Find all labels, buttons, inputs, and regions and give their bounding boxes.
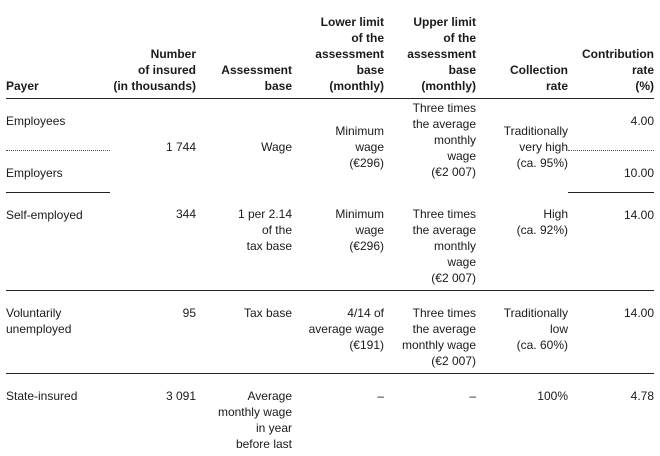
table-row-employees (6, 99, 654, 151)
payer-employers: Employers (6, 150, 110, 192)
base-self-employed: 1 per 2.14 of the tax base (196, 192, 292, 291)
header-contribution-rate: Contribution rate (%) (568, 14, 654, 99)
contribution-rate-employees: 4.00 (568, 99, 654, 151)
header-assessment-base: Assessment base (196, 14, 292, 99)
lower-limit-self-employed: Minimum wage (€296) (292, 192, 384, 291)
contribution-rate-state-insured: 4.78 (568, 374, 654, 456)
table-header (6, 14, 654, 99)
upper-limit-voluntarily-unemployed: Three times the average monthly wage (€2 007) (384, 291, 476, 374)
payer-employees: Employees (6, 99, 110, 151)
contribution-rate-self-employed: 14.00 (568, 192, 654, 291)
insured-state-insured: 3 091 (110, 374, 196, 456)
base-state-insured: Average monthly wage in year before last (196, 374, 292, 456)
table-row-self-employed (6, 192, 654, 291)
contribution-rate-employers: 10.00 (568, 150, 654, 192)
insured-employees: 1 744 (110, 99, 196, 193)
header-number-of-insured: Number of insured (in thousands) (110, 14, 196, 99)
lower-limit-employees: Minimum wage (€296) (292, 99, 384, 193)
insurance-contribution-table (6, 14, 654, 456)
header-upper-limit: Upper limit of the assessment base (monthly) (384, 14, 476, 99)
collection-rate-self-employed: High (ca. 92%) (476, 192, 568, 291)
insured-voluntarily-unemployed: 95 (110, 291, 196, 374)
upper-limit-state-insured: – (384, 374, 476, 456)
header-collection-rate: Collection rate (476, 14, 568, 99)
lower-limit-state-insured: – (292, 374, 384, 456)
upper-limit-employees: Three times the average monthly wage (€2 007) (384, 99, 476, 193)
table-row-voluntarily-unemployed (6, 291, 654, 374)
lower-limit-voluntarily-unemployed: 4/14 of average wage (€191) (292, 291, 384, 374)
table-row-state-insured (6, 374, 654, 456)
insured-self-employed: 344 (110, 192, 196, 291)
payer-self-employed: Self-employed (6, 192, 110, 291)
collection-rate-voluntarily-unemployed: Traditionally low (ca. 60%) (476, 291, 568, 374)
collection-rate-employees: Traditionally very high (ca. 95%) (476, 99, 568, 193)
base-employees: Wage (196, 99, 292, 193)
table-body (6, 99, 654, 456)
contribution-rate-voluntarily-unemployed: 14.00 (568, 291, 654, 374)
payer-voluntarily-unemployed: Voluntarily unemployed (6, 291, 110, 374)
collection-rate-state-insured: 100% (476, 374, 568, 456)
header-lower-limit: Lower limit of the assessment base (monthly) (292, 14, 384, 99)
base-voluntarily-unemployed: Tax base (196, 291, 292, 374)
header-payer: Payer (6, 14, 110, 99)
payer-state-insured: State-insured (6, 374, 110, 456)
upper-limit-self-employed: Three times the average monthly wage (€2 007) (384, 192, 476, 291)
